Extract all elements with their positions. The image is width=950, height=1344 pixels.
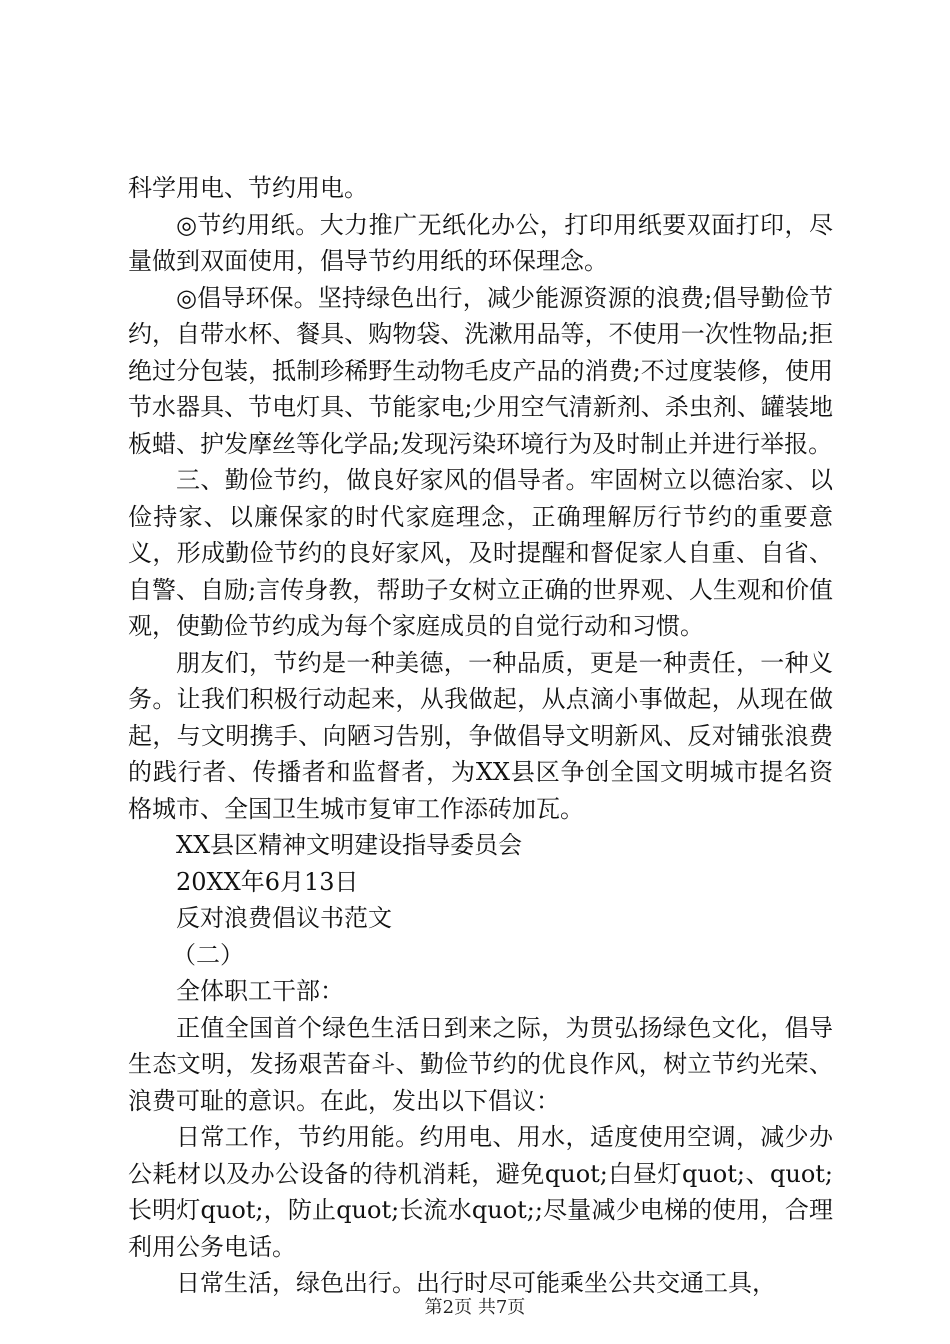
document-body [128,170,833,1302]
salutation: 全体职工干部： [176,977,344,1005]
section-number: （二） [172,940,244,969]
paragraph: 日常工作，节约用能。约用电、用水，适度使用空调，减少办公耗材以及办公设备的待机消耗，避免quot;白昼灯quot;、quot;长明灯quot;，防止quot;长流水quot;;尽量减少电梯的使用，合理利用公务电话。 [128,1123,833,1261]
paragraph: 日常生活，绿色出行。出行时尽可能乘坐公共交通工具， [176,1269,776,1297]
paragraph: 正值全国首个绿色生活日到来之际，为贯弘扬绿色文化，倡导生态文明，发扬艰苦奋斗、勤俭节约的优良作风，树立节约光荣、浪费可耻的意识。在此，发出以下倡议： [128,1013,833,1115]
paragraph: 朋友们，节约是一种美德，一种品质，更是一种责任，一种义务。让我们积极行动起来，从我做起，从点滴小事做起，从现在做起，与文明携手、向陋习告别，争做倡导文明新风、反对铺张浪费的践行者、传播者和监督者，为XX县区争创全国文明城市提名资格城市、全国卫生城市复审工作添砖加瓦。 [128,648,833,823]
paragraph: 三、勤俭节约，做良好家风的倡导者。牢固树立以德治家、以俭持家、以廉保家的时代家庭理念，正确理解厉行节约的重要意义，形成勤俭节约的良好家风，及时提醒和督促家人自重、自省、自警、自励;言传身教，帮助子女树立正确的世界观、人生观和价值观，使勤俭节约成为每个家庭成员的自觉行动和习惯。 [128,466,833,640]
paragraph: 科学用电、节约用电。 [128,174,368,202]
signature-date: 20XX年6月13日 [176,867,359,896]
signature-organization: XX县区精神文明建设指导委员会 [176,831,523,859]
paragraph: ◎节约用纸。大力推广无纸化办公，打印用纸要双面打印，尽量做到双面使用，倡导节约用纸的环保理念。 [128,210,833,275]
section-title: 反对浪费倡议书范文 [176,904,392,932]
page-footer: 第2页 共7页 [424,1297,526,1318]
paragraph: ◎倡导环保。坚持绿色出行，减少能源资源的浪费;倡导勤俭节约，自带水杯、餐具、购物袋、洗漱用品等，不使用一次性物品;拒绝过分包装，抵制珍稀野生动物毛皮产品的消费;不过度装修，使用节水器具、节电灯具、节能家电;少用空气清新剂、杀虫剂、罐装地板蜡、护发摩丝等化学品;发现污染环境行为及时制止并进行举报。 [128,283,833,458]
